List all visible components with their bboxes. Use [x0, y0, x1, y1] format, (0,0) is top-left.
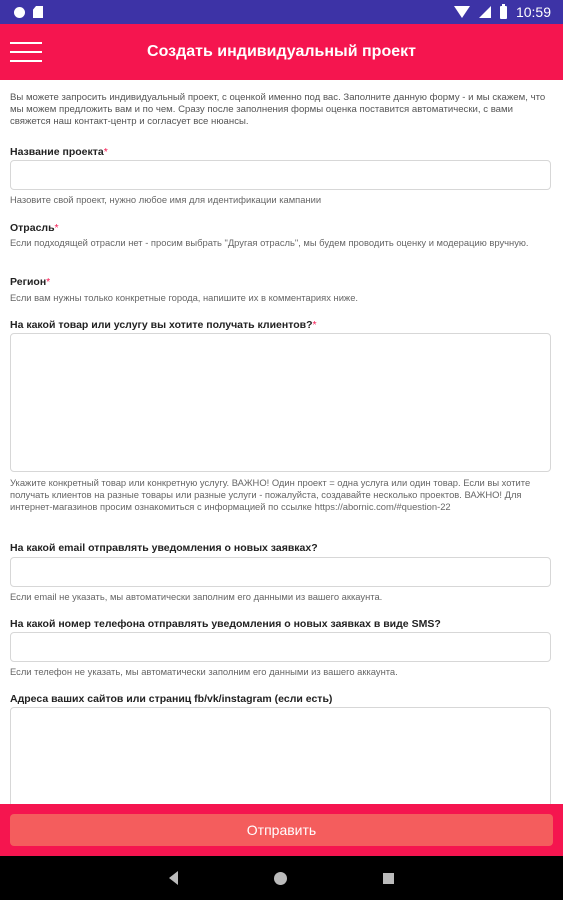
status-time: 10:59: [515, 4, 551, 20]
bottom-action-bar: [0, 804, 563, 856]
form-content[interactable]: [0, 80, 563, 804]
industry-help: Если подходящей отрасли нет - просим выбрать "Другая отрасль", мы будем проводить оценку и модерацию вручную.: [10, 237, 529, 248]
menu-icon[interactable]: [10, 40, 42, 64]
sites-textarea[interactable]: [10, 707, 551, 804]
status-bar: [0, 0, 563, 24]
system-nav-bar: [0, 856, 563, 900]
region-label: Регион*: [10, 276, 51, 288]
app-bar: [0, 24, 563, 80]
product-textarea[interactable]: [10, 333, 551, 472]
product-help: Укажите конкретный товар или конкретную услугу. ВАЖНО! Один проект = одна услуга или один товар. Если вы хотите получать клиентов на разные товары или разные услуги - пожалуйста, создавайте несколько проектов. ВАЖНО! Для интернет-магазинов просим ознакомиться с информацией по ссылке https://abornic.com/#question-22: [10, 477, 531, 512]
phone-field[interactable]: [10, 632, 551, 662]
region-help: Если вам нужны только конкретные города, напишите их в комментариях ниже.: [10, 292, 359, 303]
product-label: На какой товар или услугу вы хотите получать клиентов?*: [10, 319, 317, 331]
email-label: На какой email отправлять уведомления о новых заявках?: [10, 542, 318, 554]
project-name-help: Назовите свой проект, нужно любое имя для идентификации кампании: [10, 194, 322, 205]
recents-icon[interactable]: [383, 873, 394, 884]
project-name-field[interactable]: [10, 160, 551, 190]
submit-button[interactable]: Отправить: [10, 814, 553, 846]
sd-card-icon: [33, 6, 43, 18]
wifi-icon: [454, 6, 470, 18]
back-icon[interactable]: [169, 871, 178, 885]
phone-help: Если телефон не указать, мы автоматически заполним его данными из вашего аккаунта.: [10, 666, 398, 677]
sites-label: Адреса ваших сайтов или страниц fb/vk/instagram (если есть): [10, 693, 333, 705]
project-name-label: Название проекта*: [10, 146, 108, 158]
notification-dot-icon: [14, 7, 25, 18]
home-icon[interactable]: [274, 872, 287, 885]
page-title: Создать индивидуальный проект: [147, 43, 416, 60]
battery-icon: [500, 6, 507, 19]
phone-label: На какой номер телефона отправлять уведомления о новых заявках в виде SMS?: [10, 618, 441, 630]
email-help: Если email не указать, мы автоматически заполним его данными из вашего аккаунта.: [10, 591, 383, 602]
industry-label: Отрасль*: [10, 222, 59, 234]
intro-text: Вы можете запросить индивидуальный проект, с оценкой именно под вас. Заполните данную форму - и мы скажем, что мы можем предложить вам и по чем. Сразу после заполнения формы оценка поставится автоматически, с вами свяжется наш контакт-центр и согласует все нюансы.: [10, 92, 546, 127]
email-field[interactable]: [10, 557, 551, 587]
signal-icon: [479, 6, 491, 18]
